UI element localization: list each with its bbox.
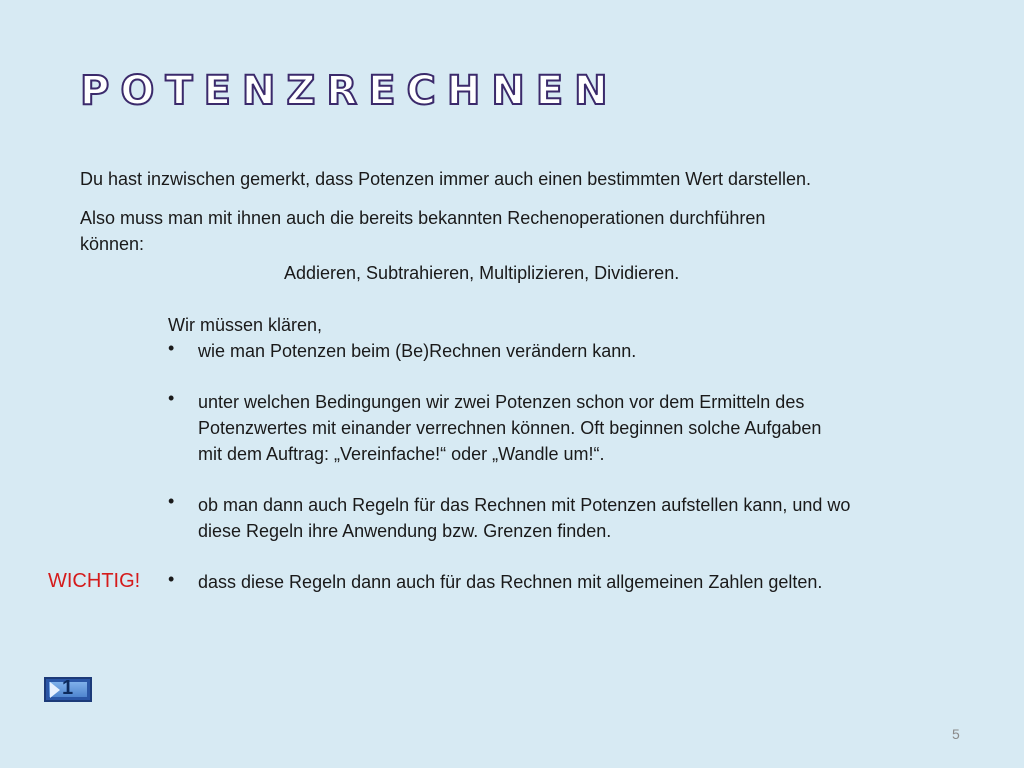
play-triangle-icon: [50, 682, 60, 698]
bullet-2-line-1: unter welchen Bedingungen wir zwei Potenzen schon vor dem Ermitteln des: [198, 392, 805, 412]
bullet-marker: •: [168, 338, 175, 358]
bullet-marker: •: [168, 491, 175, 511]
bullet-4-line-1: dass diese Regeln dann auch für das Rechnen mit allgemeinen Zahlen gelten.: [198, 572, 823, 592]
wichtig-label: WICHTIG!: [48, 570, 141, 592]
operations-line: Addieren, Subtrahieren, Multiplizieren, Dividieren.: [284, 263, 680, 283]
intro-line-2b: können:: [80, 234, 145, 254]
intro-line-2a: Also muss man mit ihnen auch die bereits bekannten Rechenoperationen durchführen: [80, 208, 766, 228]
nav-button-label: 1: [62, 677, 74, 699]
klaeren-heading: Wir müssen klären,: [168, 315, 323, 335]
slide-1-nav-button[interactable]: [44, 677, 92, 702]
bullet-2-line-2: Potenzwertes mit einander verrechnen können. Oft beginnen solche Aufgaben: [198, 418, 822, 438]
bullet-marker: •: [168, 388, 175, 408]
bullet-2-line-3: mit dem Auftrag: „Vereinfache!“ oder „Wandle um!“.: [198, 444, 605, 464]
bullet-1-line-1: wie man Potenzen beim (Be)Rechnen verändern kann.: [198, 341, 637, 361]
page-number: 5: [952, 726, 960, 742]
bullet-3-line-2: diese Regeln ihre Anwendung bzw. Grenzen finden.: [198, 521, 612, 541]
slide-title: POTENZRECHNEN: [80, 68, 619, 114]
bullet-marker: •: [168, 569, 175, 589]
bullet-3-line-1: ob man dann auch Regeln für das Rechnen mit Potenzen aufstellen kann, und wo: [198, 495, 851, 515]
intro-line-1: Du hast inzwischen gemerkt, dass Potenzen immer auch einen bestimmten Wert darstellen.: [80, 169, 812, 189]
